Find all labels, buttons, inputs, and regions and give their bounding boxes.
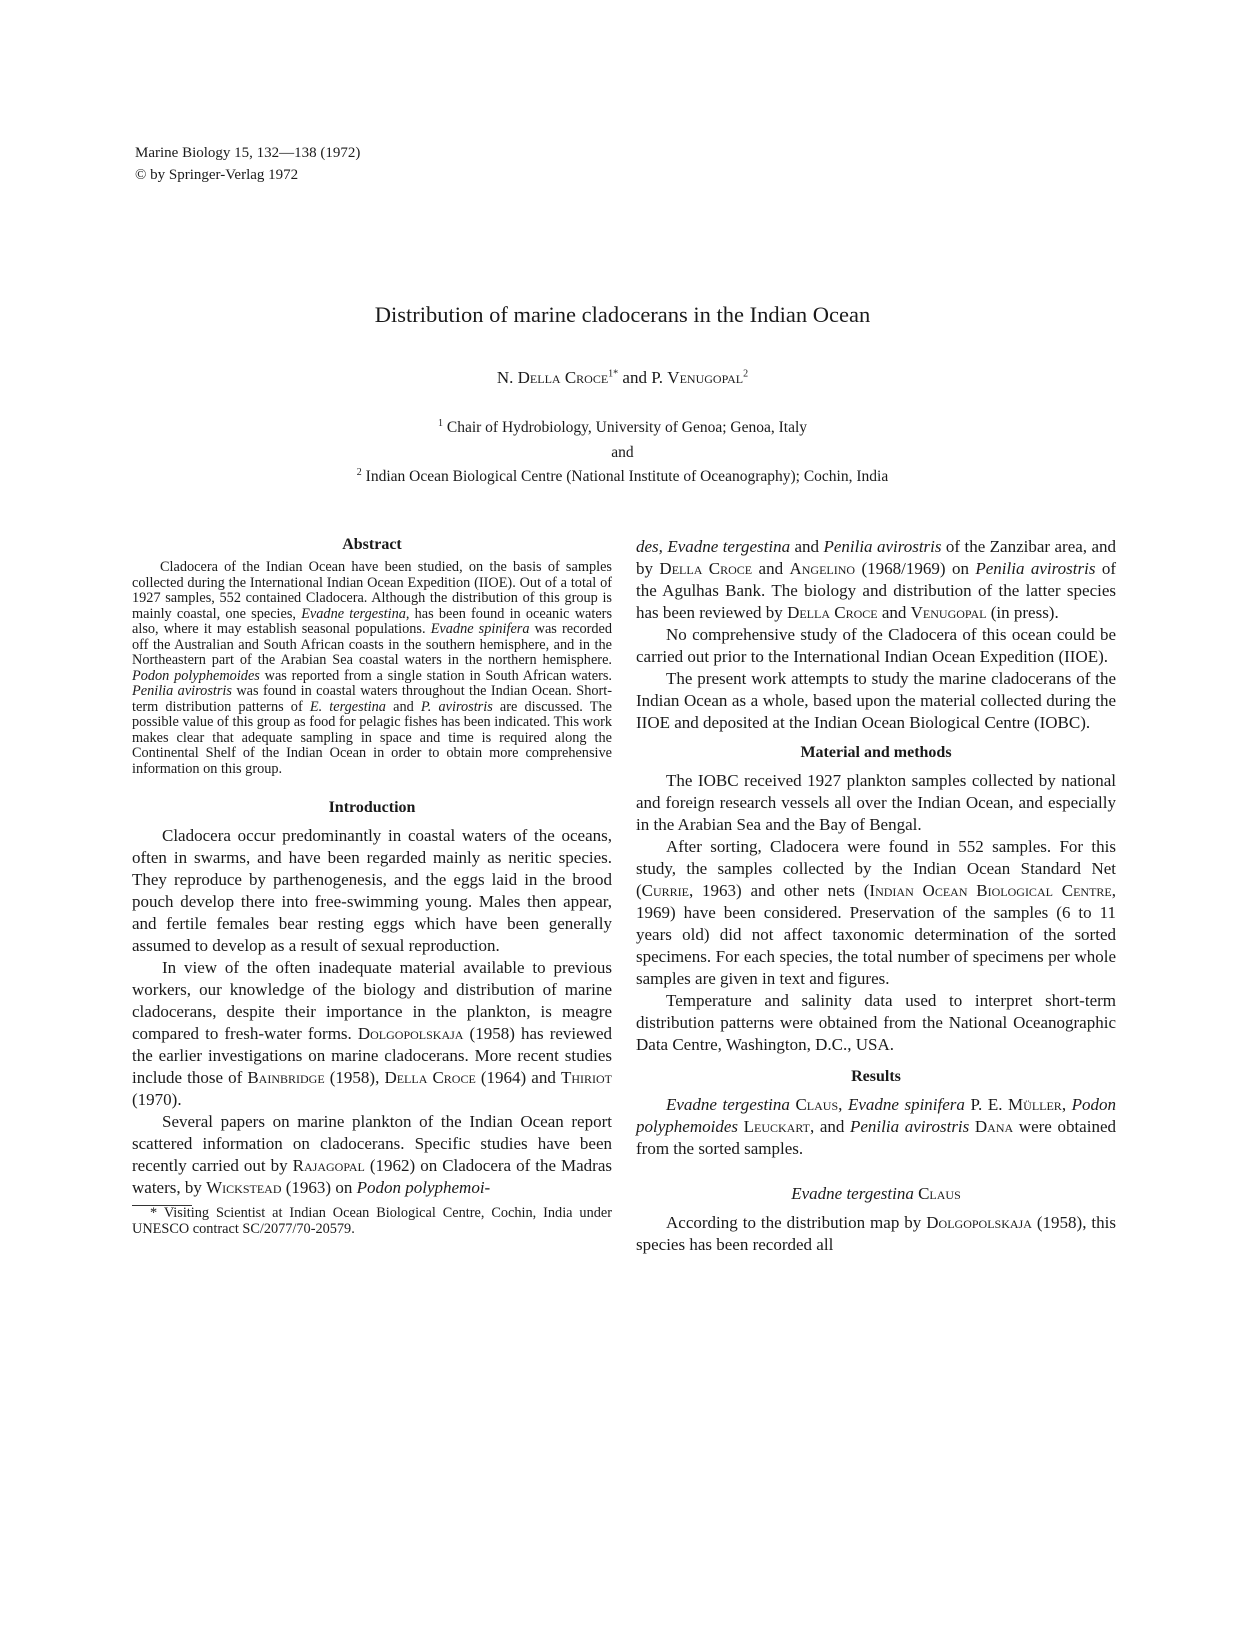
cite-angelino: Angelino [789, 559, 856, 578]
cite-rajagopal: Rajagopal [292, 1156, 365, 1175]
intro-paragraph-3 [132, 1111, 612, 1199]
cite-dolgopolskaja: Dolgopolskaja [926, 1213, 1032, 1232]
species-podon-polyphemoides: Podon polyphemoides [636, 1095, 1117, 1136]
abstract-text-2: has been found in oceanic waters also, where it may establish seasonal populations. [132, 605, 613, 637]
results-paragraph-1 [636, 1094, 1116, 1160]
species-evadne-tergestina: Evadne tergestina, [301, 605, 410, 622]
journal-citation: Marine Biology 15, 132—138 (1972) [135, 145, 361, 161]
results-heading: Results [851, 1068, 901, 1085]
cite-iobc: Indian Ocean Biological Centre [869, 881, 1112, 900]
species-p-avirostris: P. avirostris [420, 698, 493, 715]
results-section [636, 1068, 1116, 1256]
species-e-tergestina: E. tergestina [309, 698, 386, 715]
abstract-text-7: are discussed. The possible value of this group as food for pelagic fishes has been indicated. This work makes clear that adequate sampling in space and time is required along the Continental Shelf of the Indian Ocean in order to obtain more comprehensive information on this group. [132, 698, 612, 777]
body-text: , 1963) and other nets ( [689, 881, 870, 900]
cite-dolgopolskaja: Dolgopolskaja [357, 1024, 464, 1043]
species-evadne-tergestina: Evadne tergestina [666, 1095, 790, 1114]
body-text: After sorting, Cladocera were found in 552 samples. For this study, the samples collected by the Indian Ocean Standard Net ( [636, 837, 1116, 900]
authority-muller: Müller [1008, 1095, 1062, 1114]
body-text: (1968/1969) on [855, 559, 976, 578]
cite-della-croce: Della Croce [787, 603, 878, 622]
cite-wickstead: Wickstead [206, 1178, 282, 1197]
intro-text: Several papers on marine plankton of the Indian Ocean report scattered information on cladocerans. Specific studies have been recently carried out by [132, 1112, 612, 1175]
intro-text: (1970). [132, 1090, 182, 1109]
cite-currie: Currie [641, 881, 690, 900]
body-text: , [838, 1095, 848, 1114]
author-2-name: Venugopal [667, 368, 744, 387]
species-evadne-spinifera: Evadne spinifera [430, 621, 530, 637]
introduction-heading: Introduction [328, 799, 416, 816]
cite-della-croce: Della Croce [384, 1068, 476, 1087]
intro-text: (1964) and [475, 1068, 561, 1087]
body-text: (in press). [986, 603, 1059, 622]
intro-paragraph-4: No comprehensive study of the Cladocera of this ocean could be carried out prior to the International Indian Ocean Expedition (IIOE). [636, 625, 1116, 666]
species-penilia-avirostris: Penilia avirostris [975, 559, 1096, 578]
introduction-section [132, 799, 612, 1199]
footnote: * Visiting Scientist at Indian Ocean Biological Centre, Cochin, India under UNESCO contract SC/2077/70-20579. [132, 1205, 612, 1237]
species-podon-polyphemoides: Podon polyphemoi- [356, 1178, 491, 1197]
paper-title: Distribution of marine cladocerans in the Indian Ocean [374, 302, 871, 327]
body-text: and [752, 559, 790, 578]
intro-paragraph-5: The present work attempts to study the marine cladocerans of the Indian Ocean as a whole, based upon the material collected during the IIOE and deposited at the Indian Ocean Biological Centre (IOBC). [636, 669, 1116, 732]
methods-heading: Material and methods [800, 744, 952, 761]
body-text: and [790, 537, 824, 556]
intro-text: (1958), [324, 1068, 385, 1087]
author-1-mark: 1* [608, 368, 619, 380]
intro-continued-paragraph [636, 536, 1116, 624]
authors-conjunction: and P. [618, 368, 668, 387]
abstract-text-6: and [385, 698, 421, 715]
body-text: and [877, 603, 911, 622]
methods-paragraph-2 [636, 836, 1116, 990]
abstract-paragraph [132, 560, 612, 777]
affiliation-and: and [611, 443, 634, 461]
body-text: of the Agulhas Bank. The biology and distribution of the latter species has been reviewed by [636, 559, 1117, 622]
species-text: des, Evadne tergestina [636, 537, 791, 556]
author-1-name: Della Croce [517, 368, 609, 387]
copyright-line: © by Springer-Verlag 1972 [135, 167, 299, 183]
body-text: of the Zanzibar area, and by [636, 537, 1116, 578]
intro-text: (1963) on [281, 1178, 357, 1197]
subsection-authority: Claus [913, 1184, 961, 1203]
body-text: , 1969) have been considered. Preservation of the samples (6 to 11 years old) did not affect taxonomic determination of the sorted specimens. For each species, the total number of specimens per whole samples are given in text and figures. [636, 881, 1116, 988]
left-column [132, 536, 612, 1237]
right-column [636, 536, 1116, 1256]
affiliation-1 [0, 416, 1245, 441]
intro-continued [636, 536, 1116, 734]
intro-paragraph-2 [132, 957, 612, 1111]
methods-paragraph-3: Temperature and salinity data used to interpret short-term distribution patterns were obtained from the National Oceanographic Data Centre, Washington, D.C., USA. [636, 991, 1116, 1054]
species-penilia-avirostris: Penilia avirostris [850, 1117, 970, 1136]
authority-dana: Dana [974, 1117, 1014, 1136]
body-text: (1958), this species has been recorded all [636, 1213, 1116, 1254]
intro-text: (1958) has reviewed the earlier investigations on marine cladocerans. More recent studies include those of [132, 1024, 612, 1087]
subsection-heading [636, 1184, 1116, 1204]
abstract-section [132, 536, 612, 777]
journal-header [135, 142, 360, 186]
intro-text: (1962) on Cladocera of the Madras waters, by [132, 1156, 613, 1197]
cite-della-croce: Della Croce [659, 559, 753, 578]
intro-text: In view of the often inadequate material available to previous workers, our knowledge of the biology and distribution of marine cladocerans, despite their importance in the plankton, is meagre compared to fresh-water forms. [132, 958, 612, 1043]
body-text: , [1061, 1095, 1072, 1114]
methods-paragraph-1: The IOBC received 1927 plankton samples collected by national and foreign research vessels all over the Indian Ocean, and especially in the Arabian Sea and the Bay of Bengal. [636, 771, 1116, 834]
affiliation-1-mark: 1 [437, 417, 443, 429]
species-penilia-avirostris: Penilia avirostris [823, 537, 942, 556]
species-evadne-spinifera: Evadne spinifera [847, 1095, 965, 1114]
affiliation-2-text: Indian Ocean Biological Centre (National Institute of Oceanography); Cochin, India [361, 468, 889, 485]
affiliation-2 [0, 465, 1245, 490]
body-text: According to the distribution map by [666, 1213, 927, 1232]
abstract-heading: Abstract [342, 536, 402, 553]
species-penilia-avirostris: Penilia avirostris [132, 683, 232, 699]
subsection-species: Evadne tergestina [791, 1184, 914, 1203]
author-2-mark: 2 [743, 368, 749, 380]
methods-section [636, 744, 1116, 1056]
affiliations [0, 416, 1245, 490]
authority-leuckart: Leuckart [743, 1117, 810, 1136]
author-1-initial: N. [496, 368, 518, 387]
cite-thiriot: Thiriot [560, 1068, 612, 1087]
affiliation-1-text: Chair of Hydrobiology, University of Genoa; Genoa, Italy [442, 419, 808, 436]
species-podon-polyphemoides: Podon polyphemoides [132, 667, 260, 684]
body-text: P. E. [964, 1095, 1009, 1114]
authors-line [0, 368, 1245, 388]
abstract-text-5: was found in coastal waters throughout the Indian Ocean. Short-term distribution patterns of [132, 683, 612, 715]
authority-claus: Claus [789, 1095, 839, 1114]
intro-paragraph-1: Cladocera occur predominantly in coastal waters of the oceans, often in swarms, and have been regarded mainly as neritic species. They reproduce by parthenogenesis, and the eggs laid in the brood pouch develop there into free-swimming young. Males then appear, and fertile females bear resting eggs which have been generally assumed to develop as a result of sexual reproduction. [132, 826, 612, 955]
affiliation-2-mark: 2 [356, 466, 362, 478]
abstract-text-1: Cladocera of the Indian Ocean have been studied, on the basis of samples collected during the International Indian Ocean Expedition (IIOE). Out of a total of 1927 samples, 552 contained Cladocera. Although the distribution of this group is mainly coastal, one species, [132, 559, 612, 622]
cite-bainbridge: Bainbridge [247, 1068, 325, 1087]
abstract-text-3: was recorded off the Australian and South African coasts in the southern hemisphere, and in the Northeastern part of the Arabian Sea coastal waters in the northern hemisphere. [132, 621, 612, 668]
body-text: , and [809, 1117, 850, 1136]
cite-venugopal: Venugopal [910, 603, 987, 622]
results-paragraph-2 [636, 1212, 1116, 1256]
body-text: were obtained from the sorted samples. [636, 1117, 1116, 1158]
abstract-text-4: was reported from a single station in South African waters. [259, 667, 612, 684]
